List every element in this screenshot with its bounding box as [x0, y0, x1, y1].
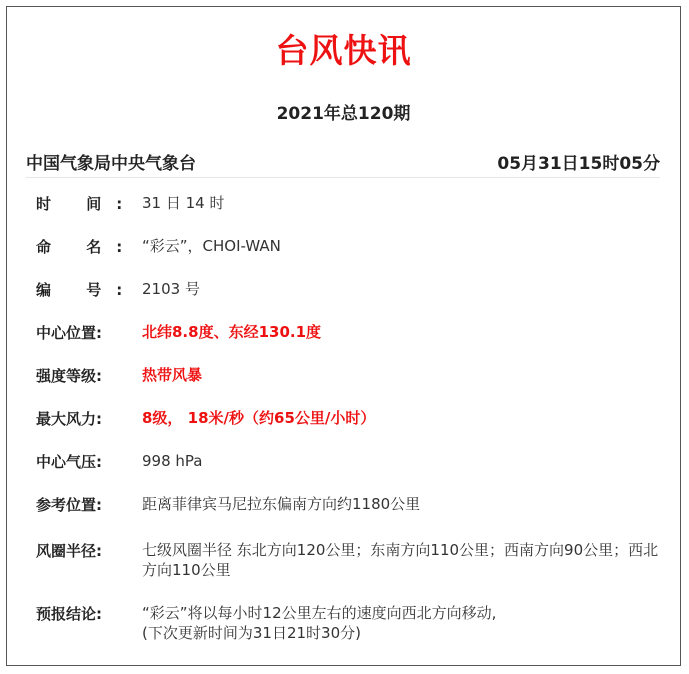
- field-max-wind-label: 最大风力:: [36, 410, 102, 428]
- header-divider: [26, 177, 660, 178]
- field-time-label: 时 间:: [36, 195, 138, 213]
- forecast-line-2: (下次更新时间为31日21时30分): [142, 624, 361, 642]
- forecast-line-1: “彩云”将以每小时12公里左右的速度向西北方向移动,: [142, 604, 497, 622]
- field-reference-label: 参考位置:: [36, 496, 102, 514]
- field-wind-radius-value: 七级风圈半径 东北方向120公里；东南方向110公里；西南方向90公里；西北方向110公里: [142, 541, 659, 579]
- field-center-value: 北纬8.8度、东经130.1度: [142, 323, 322, 341]
- field-forecast-label: 预报结论:: [36, 605, 102, 623]
- field-name-label: 命 名:: [36, 238, 138, 256]
- field-wind-radius-label: 风圈半径:: [36, 542, 102, 560]
- bulletin-panel: [6, 6, 681, 666]
- field-forecast-value: [142, 603, 662, 643]
- field-max-wind-value: 8级， 18米/秒（约65公里/小时）: [142, 409, 376, 427]
- field-name-value: “彩云”，CHOI-WAN: [142, 237, 281, 255]
- issue-time: 05月31日15时05分: [497, 154, 660, 174]
- field-intensity-value: 热带风暴: [142, 366, 203, 384]
- field-time-value: 31 日 14 时: [142, 194, 225, 212]
- agency-name: 中国气象局中央气象台: [26, 154, 196, 174]
- field-number-value: 2103 号: [142, 280, 200, 298]
- field-reference-value: 距离菲律宾马尼拉东偏南方向约1180公里: [142, 495, 421, 513]
- page-title: 台风快讯: [275, 31, 412, 70]
- field-number-label: 编 号:: [36, 281, 138, 299]
- field-center-label: 中心位置:: [36, 324, 102, 342]
- field-pressure-value: 998 hPa: [142, 452, 203, 470]
- field-intensity-label: 强度等级:: [36, 367, 102, 385]
- field-pressure-label: 中心气压:: [36, 453, 102, 471]
- issue-number: 2021年总120期: [276, 104, 411, 124]
